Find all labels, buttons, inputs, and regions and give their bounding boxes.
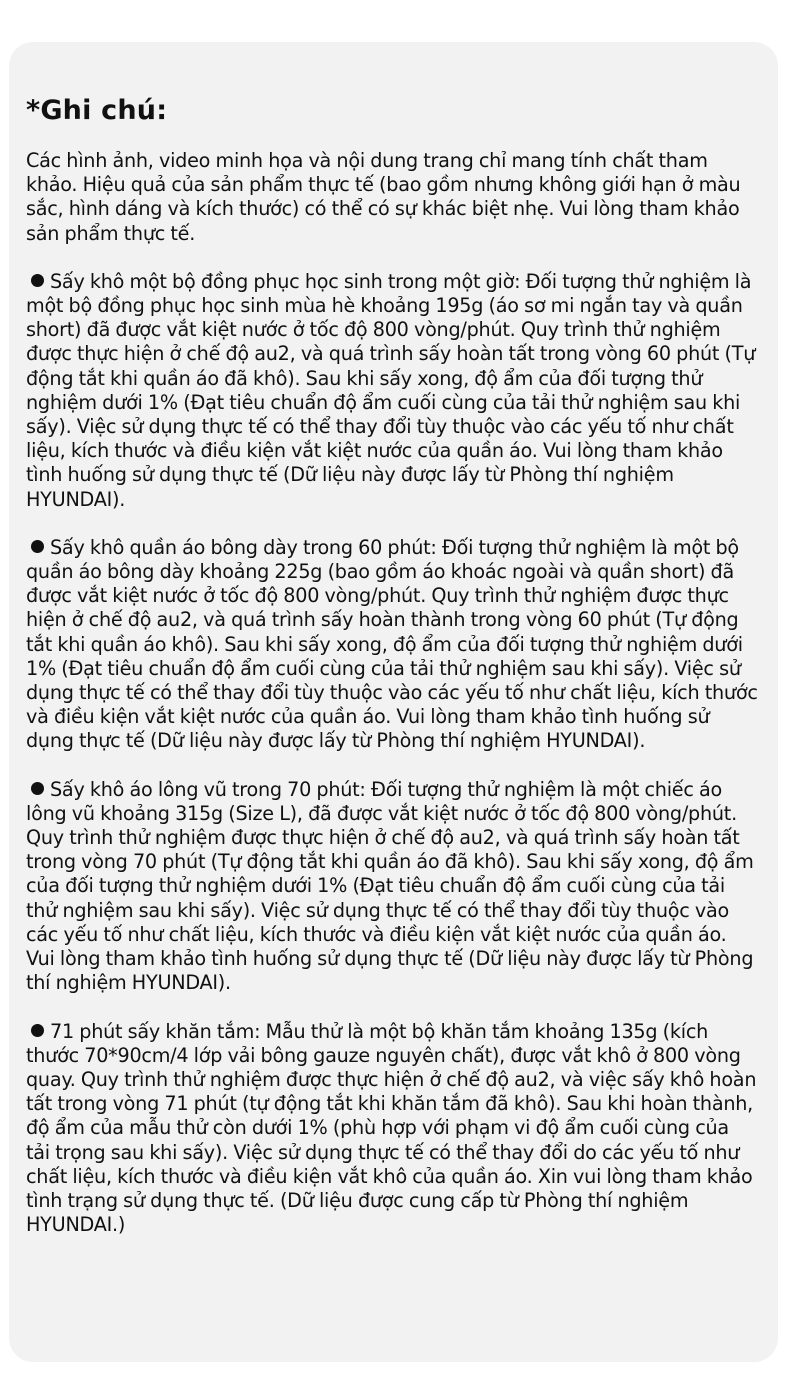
note-item-text: Sấy khô một bộ đồng phục học sinh trong một giờ: Đối tượng thử nghiệm là một bộ đồng phục học sinh mùa hè khoảng 195g (áo sơ mi ngắn tay và quần short) đã được vắt kiệt nước ở tốc độ 800 vòng/phút. Quy trình thử nghiệm được thực hiện ở chế độ au2, và quá trình sấy hoàn tất trong vòng 60 phút (Tự động tắt khi quần áo đã khô). Sau khi sấy xong, độ ẩm của đối tượng thử nghiệm dưới 1% (Đạt tiêu chuẩn độ ẩm cuối cùng của tải thử nghiệm sau khi sấy). Việc sử dụng thực tế có thể thay đổi tùy thuộc vào các yếu tố như chất liệu, kích thước và điều kiện vắt kiệt nước của quần áo. Vui lòng tham khảo tình huống sử dụng thực tế (Dữ liệu này được lấy từ Phòng thí nghiệm HYUNDAI). xyxy=(26,269,756,511)
note-item-text: Sấy khô áo lông vũ trong 70 phút: Đối tượng thử nghiệm là một chiếc áo lông vũ khoảng 315g (Size L), đã được vắt kiệt nước ở tốc độ 800 vòng/phút. Quy trình thử nghiệm được thực hiện ở chế độ au2, và quá trình sấy hoàn tất trong vòng 70 phút (Tự động tắt khi quần áo đã khô). Sau khi sấy xong, độ ẩm của đối tượng thử nghiệm dưới 1% (Đạt tiêu chuẩn độ ẩm cuối cùng của tải thử nghiệm sau khi sấy). Việc sử dụng thực tế có thể thay đổi tùy thuộc vào các yếu tố như chất liệu, kích thước và điều kiện vắt kiệt nước của quần áo. Vui lòng tham khảo tình huống sử dụng thực tế (Dữ liệu này được lấy từ Phòng thí nghiệm HYUNDAI). xyxy=(26,777,754,995)
note-item-towel xyxy=(26,1020,758,1238)
note-item-cotton xyxy=(26,536,758,754)
notes-intro: Các hình ảnh, video minh họa và nội dung trang chỉ mang tính chất tham khảo. Hiệu quả của sản phẩm thực tế (bao gồm nhưng không giới hạn ở màu sắc, hình dáng và kích thước) có thể có sự khác biệt nhẹ. Vui lòng tham khảo sản phẩm thực tế. xyxy=(26,149,741,245)
bullet-dot-icon xyxy=(31,782,44,795)
notes-title: *Ghi chú: xyxy=(26,95,168,126)
notes-card xyxy=(9,42,778,1362)
note-item-text: 71 phút sấy khăn tắm: Mẫu thử là một bộ khăn tắm khoảng 135g (kích thước 70*90cm/4 lớp vải bông gauze nguyên chất), được vắt khô ở 800 vòng quay. Quy trình thử nghiệm được thực hiện ở chế độ au2, và việc sấy khô hoàn tất trong vòng 71 phút (tự động tắt khi khăn tắm đã khô). Sau khi hoàn thành, độ ẩm của mẫu thử còn dưới 1% (phù hợp với phạm vi độ ẩm cuối cùng của tải trọng sau khi sấy). Việc sử dụng thực tế có thể thay đổi do các yếu tố như chất liệu, kích thước và điều kiện vắt khô của quần áo. Xin vui lòng tham khảo tình trạng sử dụng thực tế. (Dữ liệu được cung cấp từ Phòng thí nghiệm HYUNDAI.) xyxy=(26,1019,757,1237)
note-item-uniform xyxy=(26,270,758,512)
bullet-dot-icon xyxy=(31,540,44,553)
bullet-dot-icon xyxy=(31,1024,44,1037)
bullet-dot-icon xyxy=(31,274,44,287)
note-item-down-jacket xyxy=(26,778,758,996)
note-item-text: Sấy khô quần áo bông dày trong 60 phút: Đối tượng thử nghiệm là một bộ quần áo bông dày khoảng 225g (bao gồm áo khoác ngoài và quần short) đã được vắt kiệt nước ở tốc độ 800 vòng/phút. Quy trình thử nghiệm được thực hiện ở chế độ au2, và quá trình sấy hoàn thành trong vòng 60 phút (Tự động tắt khi quần áo khô). Sau khi sấy xong, độ ẩm của đối tượng thử nghiệm dưới 1% (Đạt tiêu chuẩn độ ẩm cuối cùng của tải thử nghiệm sau khi sấy). Việc sử dụng thực tế có thể thay đổi tùy thuộc vào các yếu tố như chất liệu, kích thước và điều kiện vắt kiệt nước của quần áo. Vui lòng tham khảo tình huống sử dụng thực tế (Dữ liệu này được lấy từ Phòng thí nghiệm HYUNDAI). xyxy=(26,535,758,753)
